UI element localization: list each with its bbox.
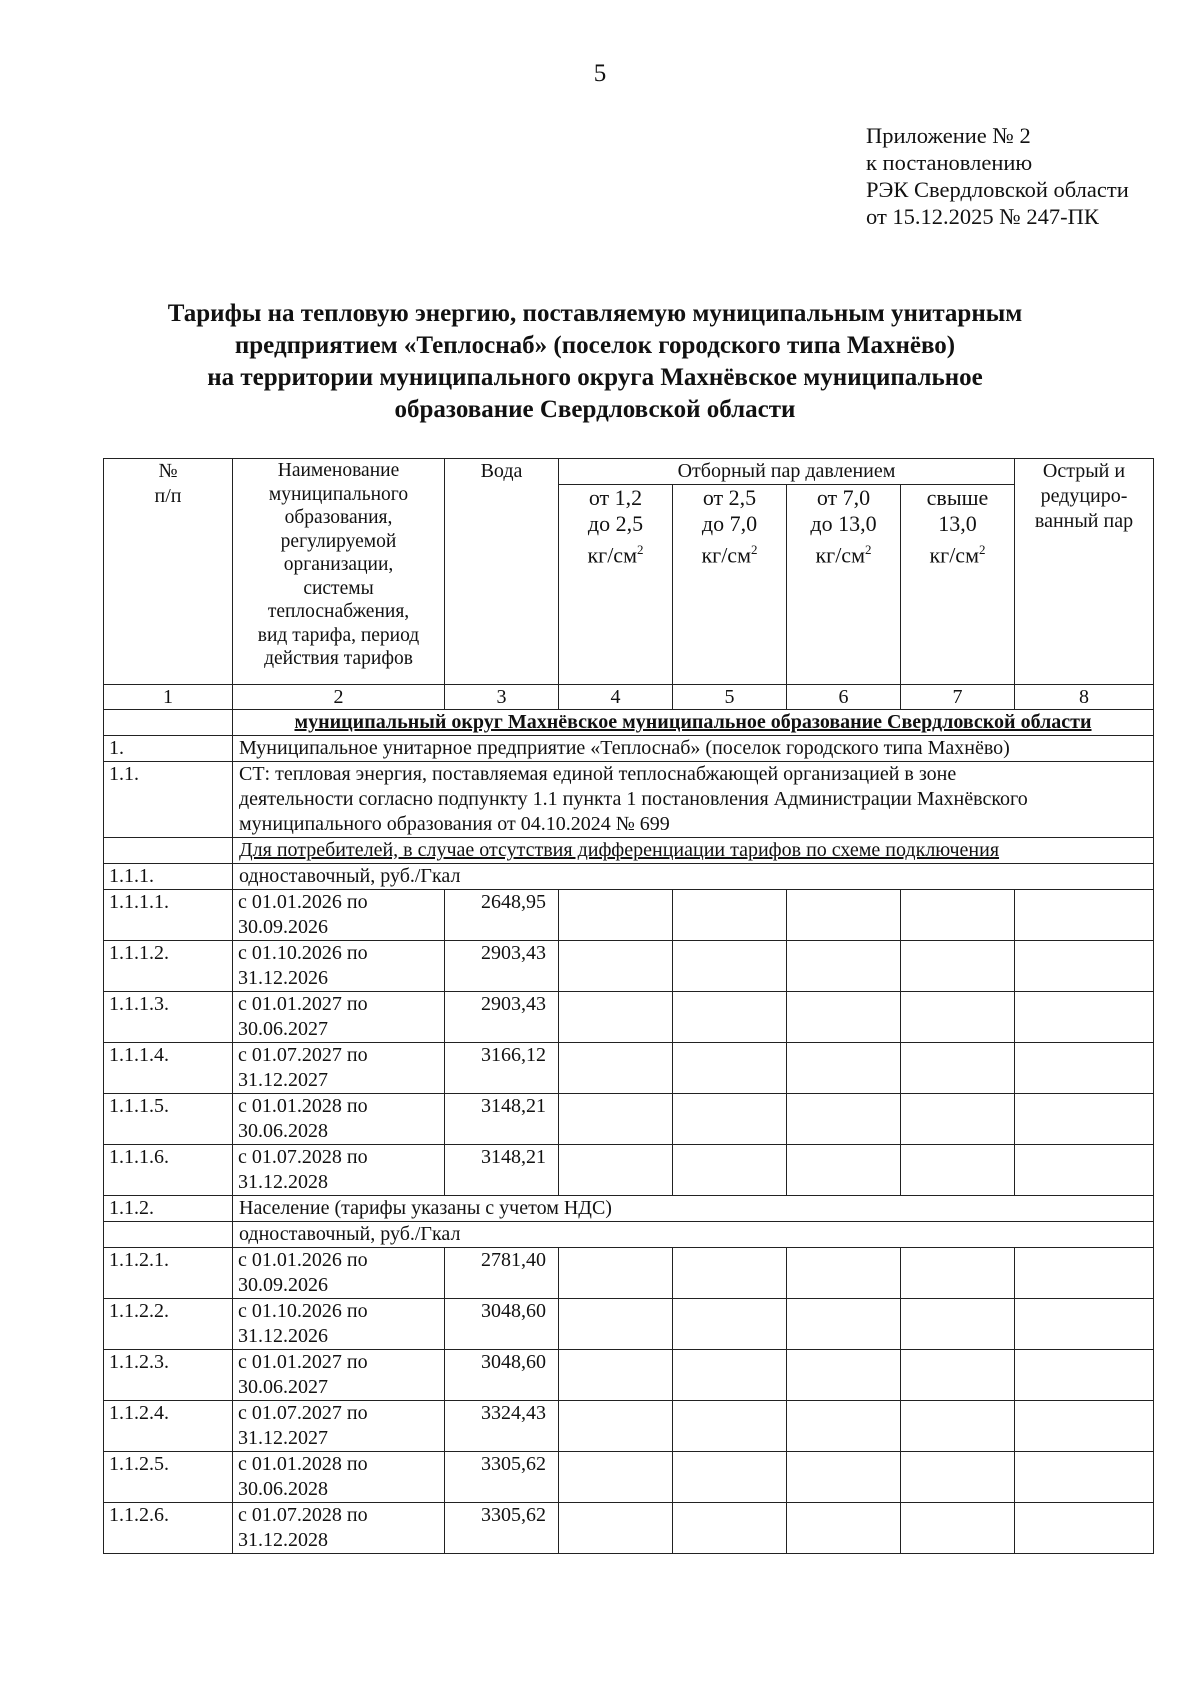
sharp-steam-tariff: [1015, 1503, 1154, 1554]
period-line: 30.06.2027: [238, 1018, 328, 1040]
water-tariff: 2648,95: [445, 890, 559, 941]
title-line: Тарифы на тепловую энергию, поставляемую муниципальным унитарным: [167, 300, 1023, 327]
tariff-system-row: [104, 762, 1154, 838]
steam-tariff-3: [787, 992, 901, 1043]
steam-tariff-4: [901, 1503, 1015, 1554]
row-number: 1.1.: [104, 762, 233, 838]
steam-tariff-4: [901, 1248, 1015, 1299]
column-number: 5: [673, 685, 787, 710]
steam-tariff-2: [673, 890, 787, 941]
header-text: редуциро-: [1040, 485, 1128, 507]
steam-tariff-4: [901, 890, 1015, 941]
steam-tariff-3: [787, 1043, 901, 1094]
row-number: 1.1.1.1.: [104, 890, 233, 941]
period-line: с 01.07.2027 по: [238, 1044, 368, 1066]
period-line: 30.09.2026: [238, 1274, 328, 1296]
steam-tariff-4: [901, 941, 1015, 992]
steam-tariff-4: [901, 1401, 1015, 1452]
tariff-system-description: [233, 762, 1154, 838]
steam-tariff-2: [673, 1452, 787, 1503]
water-tariff: 3148,21: [445, 1094, 559, 1145]
appendix-line: к постановлению: [866, 150, 1033, 175]
sharp-steam-tariff: [1015, 1452, 1154, 1503]
column-number: 8: [1015, 685, 1154, 710]
header-pressure-3: [787, 485, 901, 685]
header-text: муниципального: [268, 483, 409, 505]
header-text: от 1,2: [588, 485, 643, 510]
steam-tariff-1: [559, 1094, 673, 1145]
period-line: с 01.10.2026 по: [238, 1300, 368, 1322]
period-line: 30.06.2027: [238, 1376, 328, 1398]
steam-tariff-2: [673, 1401, 787, 1452]
period-cell: [233, 1094, 445, 1145]
unit-text: кг/см: [815, 542, 865, 568]
header-text: ванный пар: [1034, 510, 1134, 532]
header-text: [792, 537, 895, 568]
period-line: 31.12.2026: [238, 1325, 328, 1347]
header-text: [564, 537, 667, 568]
row-number: 1.1.2.: [104, 1196, 233, 1222]
water-tariff: 3148,21: [445, 1145, 559, 1196]
table-row: [104, 1401, 1154, 1452]
water-tariff: 3324,43: [445, 1401, 559, 1452]
steam-tariff-2: [673, 941, 787, 992]
row-number: 1.1.2.6.: [104, 1503, 233, 1554]
section-subrow: [104, 1222, 1154, 1248]
sharp-steam-tariff: [1015, 992, 1154, 1043]
appendix-line: Приложение № 2: [866, 123, 1031, 148]
appendix-block: [866, 122, 1129, 230]
period-line: с 01.01.2027 по: [238, 993, 368, 1015]
header-text: организации,: [283, 554, 394, 575]
steam-tariff-1: [559, 1401, 673, 1452]
table-cell: [104, 1222, 233, 1248]
section-row: [104, 864, 1154, 890]
header-text: от 7,0: [816, 485, 871, 510]
water-tariff: 3048,60: [445, 1299, 559, 1350]
steam-tariff-3: [787, 941, 901, 992]
period-cell: [233, 1503, 445, 1554]
steam-tariff-2: [673, 1503, 787, 1554]
header-text: Наименование: [277, 460, 400, 481]
water-tariff: 3305,62: [445, 1503, 559, 1554]
header-text: свыше: [926, 485, 989, 510]
table-row: [104, 1094, 1154, 1145]
steam-tariff-3: [787, 1299, 901, 1350]
table-row: [104, 1248, 1154, 1299]
header-text: образования,: [284, 507, 393, 528]
steam-tariff-3: [787, 1145, 901, 1196]
title-line: предприятием «Теплоснаб» (поселок городского типа Махнёво): [234, 332, 956, 359]
unit-text: кг/см: [929, 542, 979, 568]
period-line: с 01.01.2027 по: [238, 1351, 368, 1373]
row-number: 1.1.1.2.: [104, 941, 233, 992]
sharp-steam-tariff: [1015, 1299, 1154, 1350]
appendix-line: РЭК Свердловской области: [866, 177, 1129, 202]
sharp-steam-tariff: [1015, 1145, 1154, 1196]
steam-tariff-3: [787, 1452, 901, 1503]
steam-tariff-4: [901, 992, 1015, 1043]
steam-tariff-4: [901, 1299, 1015, 1350]
table-row: [104, 1043, 1154, 1094]
period-cell: [233, 941, 445, 992]
tariff-table: [103, 458, 1154, 1554]
header-text: теплоснабжения,: [267, 601, 410, 622]
header-text: действия тарифов: [264, 648, 413, 669]
water-tariff: 3305,62: [445, 1452, 559, 1503]
table-row: [104, 1145, 1154, 1196]
header-pressure-4: [901, 485, 1015, 685]
column-number: 6: [787, 685, 901, 710]
section-row: [104, 1196, 1154, 1222]
period-cell: [233, 890, 445, 941]
appendix-line: от 15.12.2025 № 247-ПК: [866, 204, 1099, 229]
period-cell: [233, 1043, 445, 1094]
period-line: 31.12.2026: [238, 967, 328, 989]
sharp-steam-tariff: [1015, 941, 1154, 992]
sharp-steam-tariff: [1015, 1094, 1154, 1145]
period-line: 31.12.2028: [238, 1529, 328, 1551]
title-line: на территории муниципального округа Махнёвское муниципальное: [207, 364, 983, 391]
header-text: Острый и: [1042, 460, 1126, 482]
steam-tariff-1: [559, 992, 673, 1043]
header-number: [104, 459, 233, 685]
period-cell: [233, 992, 445, 1043]
steam-tariff-1: [559, 890, 673, 941]
population-label: Население (тарифы указаны с учетом НДС): [233, 1196, 1154, 1222]
header-name: [233, 459, 445, 685]
tariff-type-label: одноставочный, руб./Гкал: [233, 1222, 1154, 1248]
steam-tariff-3: [787, 890, 901, 941]
sharp-steam-tariff: [1015, 890, 1154, 941]
row-number: 1.1.2.1.: [104, 1248, 233, 1299]
header-text: регулируемой: [280, 530, 397, 552]
document-title: [90, 298, 1100, 426]
organization-row: [104, 736, 1154, 762]
section2-rows: [104, 1248, 1154, 1554]
steam-tariff-3: [787, 1248, 901, 1299]
steam-tariff-1: [559, 1043, 673, 1094]
period-line: 30.06.2028: [238, 1120, 328, 1142]
table-row: [104, 1452, 1154, 1503]
region-name: муниципальный округ Махнёвское муниципальное образование Свердловской области: [233, 710, 1154, 736]
period-line: с 01.07.2028 по: [238, 1146, 368, 1168]
table-row: [104, 1350, 1154, 1401]
column-number: 3: [445, 685, 559, 710]
header-text: [906, 537, 1009, 568]
steam-tariff-2: [673, 1299, 787, 1350]
header-text: №: [158, 460, 178, 482]
steam-tariff-1: [559, 1452, 673, 1503]
column-number: 2: [233, 685, 445, 710]
header-text: 13,0: [938, 511, 977, 536]
header-text: до 13,0: [810, 511, 877, 536]
steam-tariff-4: [901, 1145, 1015, 1196]
sharp-steam-tariff: [1015, 1401, 1154, 1452]
consumers-note-row: [104, 838, 1154, 864]
period-line: с 01.10.2026 по: [238, 942, 368, 964]
description-line: муниципального образования от 04.10.2024 № 699: [239, 813, 670, 835]
table-row: [104, 992, 1154, 1043]
steam-tariff-2: [673, 1248, 787, 1299]
sharp-steam-tariff: [1015, 1248, 1154, 1299]
organization-name: Муниципальное унитарное предприятие «Теплоснаб» (поселок городского типа Махнёво): [233, 736, 1154, 762]
period-cell: [233, 1299, 445, 1350]
period-line: 31.12.2027: [238, 1069, 328, 1091]
header-text: системы: [303, 577, 374, 599]
header-text: вид тарифа, период: [257, 624, 420, 646]
row-number: 1.1.1.4.: [104, 1043, 233, 1094]
table-row: [104, 890, 1154, 941]
steam-tariff-2: [673, 1043, 787, 1094]
steam-tariff-2: [673, 1094, 787, 1145]
row-number: 1.1.1.3.: [104, 992, 233, 1043]
period-cell: [233, 1350, 445, 1401]
water-tariff: 3048,60: [445, 1350, 559, 1401]
table-row: [104, 1503, 1154, 1554]
steam-tariff-4: [901, 1452, 1015, 1503]
period-cell: [233, 1401, 445, 1452]
unit-text: кг/см: [587, 542, 637, 568]
tariff-type-label: одноставочный, руб./Гкал: [233, 864, 1154, 890]
period-line: 31.12.2027: [238, 1427, 328, 1449]
consumers-note: Для потребителей, в случае отсутствия дифференциации тарифов по схеме подключения: [233, 838, 1154, 864]
table-cell: [104, 710, 233, 736]
table-cell: [104, 838, 233, 864]
header-steam-group: Отборный пар давлением: [559, 459, 1015, 485]
column-number-row: [104, 685, 1154, 710]
header-text: до 2,5: [587, 511, 644, 536]
column-number: 4: [559, 685, 673, 710]
header-water: Вода: [445, 459, 559, 685]
row-number: 1.: [104, 736, 233, 762]
row-number: 1.1.1.: [104, 864, 233, 890]
period-cell: [233, 1248, 445, 1299]
table-row: [104, 1299, 1154, 1350]
region-row: [104, 710, 1154, 736]
steam-tariff-1: [559, 1299, 673, 1350]
period-line: с 01.01.2026 по: [238, 1249, 368, 1271]
water-tariff: 2903,43: [445, 992, 559, 1043]
unit-exponent: 2: [865, 542, 872, 557]
steam-tariff-4: [901, 1350, 1015, 1401]
period-line: с 01.07.2028 по: [238, 1504, 368, 1526]
steam-tariff-2: [673, 1145, 787, 1196]
period-line: с 01.01.2026 по: [238, 891, 368, 913]
header-row: [104, 459, 1154, 485]
header-sharp-steam: [1015, 459, 1154, 685]
steam-tariff-1: [559, 1145, 673, 1196]
steam-tariff-1: [559, 1503, 673, 1554]
column-number: 7: [901, 685, 1015, 710]
steam-tariff-1: [559, 941, 673, 992]
header-pressure-2: [673, 485, 787, 685]
description-line: СТ: тепловая энергия, поставляемая единой теплоснабжающей организацией в зоне: [239, 763, 957, 785]
row-number: 1.1.2.2.: [104, 1299, 233, 1350]
sharp-steam-tariff: [1015, 1350, 1154, 1401]
row-number: 1.1.2.4.: [104, 1401, 233, 1452]
unit-exponent: 2: [979, 542, 986, 557]
header-text: [678, 537, 781, 568]
header-text: до 7,0: [701, 511, 758, 536]
period-line: 30.06.2028: [238, 1478, 328, 1500]
row-number: 1.1.2.5.: [104, 1452, 233, 1503]
period-line: 31.12.2028: [238, 1171, 328, 1193]
description-line: деятельности согласно подпункту 1.1 пункта 1 постановления Администрации Махнёвского: [239, 788, 1028, 810]
water-tariff: 2781,40: [445, 1248, 559, 1299]
period-line: 30.09.2026: [238, 916, 328, 938]
row-number: 1.1.1.5.: [104, 1094, 233, 1145]
steam-tariff-4: [901, 1043, 1015, 1094]
steam-tariff-1: [559, 1350, 673, 1401]
steam-tariff-4: [901, 1094, 1015, 1145]
period-line: с 01.07.2027 по: [238, 1402, 368, 1424]
table-row: [104, 941, 1154, 992]
unit-text: кг/см: [701, 542, 751, 568]
steam-tariff-3: [787, 1350, 901, 1401]
water-tariff: 2903,43: [445, 941, 559, 992]
steam-tariff-3: [787, 1094, 901, 1145]
sharp-steam-tariff: [1015, 1043, 1154, 1094]
column-number: 1: [104, 685, 233, 710]
page-number: 5: [593, 60, 607, 87]
title-line: образование Свердловской области: [394, 396, 796, 423]
unit-exponent: 2: [637, 542, 644, 557]
steam-tariff-2: [673, 1350, 787, 1401]
header-text: от 2,5: [702, 485, 757, 510]
header-text: п/п: [154, 485, 182, 507]
row-number: 1.1.2.3.: [104, 1350, 233, 1401]
steam-tariff-3: [787, 1503, 901, 1554]
section1-rows: [104, 890, 1154, 1196]
row-number: 1.1.1.6.: [104, 1145, 233, 1196]
period-line: с 01.01.2028 по: [238, 1095, 368, 1117]
steam-tariff-1: [559, 1248, 673, 1299]
header-pressure-1: [559, 485, 673, 685]
water-tariff: 3166,12: [445, 1043, 559, 1094]
period-cell: [233, 1452, 445, 1503]
period-cell: [233, 1145, 445, 1196]
steam-tariff-2: [673, 992, 787, 1043]
period-line: с 01.01.2028 по: [238, 1453, 368, 1475]
unit-exponent: 2: [751, 542, 758, 557]
steam-tariff-3: [787, 1401, 901, 1452]
